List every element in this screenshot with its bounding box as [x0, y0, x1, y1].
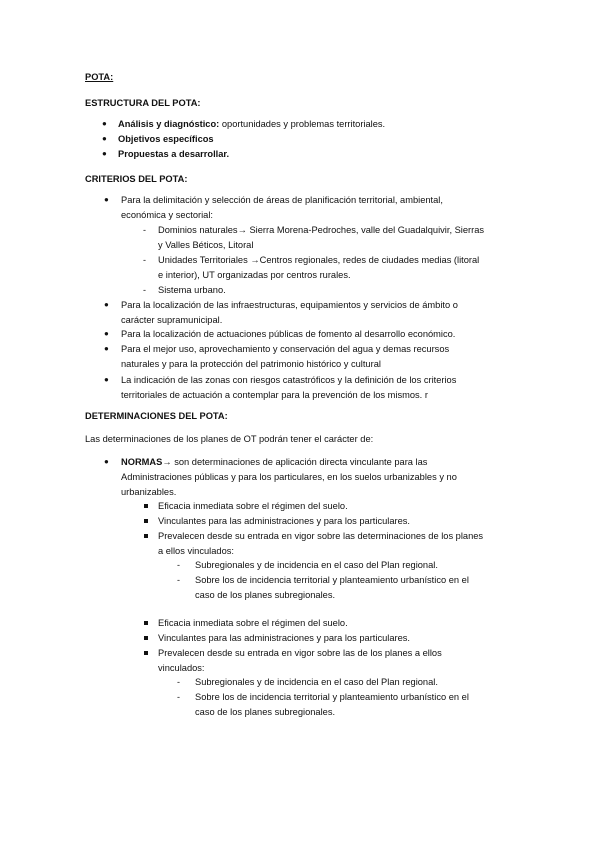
normas-subitem: Eficacia inmediata sobre el régimen del suelo.	[158, 618, 348, 628]
estructura-item: Objetivos específicos	[118, 134, 214, 144]
dash-marker: -	[177, 692, 180, 702]
dash-marker: -	[177, 560, 180, 570]
estructura-heading: ESTRUCTURA DEL POTA:	[85, 98, 201, 108]
square-bullet-icon	[144, 621, 148, 625]
criterio-subline: Dominios naturales→ Sierra Morena-Pedroches, valle del Guadalquivir, Sierras	[158, 225, 485, 235]
bullet-icon: ●	[104, 375, 109, 384]
estructura-item: Análisis y diagnóstico: oportunidades y problemas territoriales.	[118, 119, 386, 129]
normas-subsubitem: Subregionales y de incidencia en el caso del Plan regional.	[195, 677, 438, 687]
criterio-subline: y Valles Béticos, Litoral	[158, 240, 254, 250]
criterios-heading: CRITERIOS DEL POTA:	[85, 174, 188, 184]
criterio-subline: e interior), UT organizadas por centros rurales.	[158, 270, 351, 280]
criterio-line: territoriales de actuación a contemplar para la prevención de los mismos. r	[121, 390, 428, 400]
determinaciones-heading: DETERMINACIONES DEL POTA:	[85, 411, 228, 421]
normas-subsubitem: Subregionales y de incidencia en el caso del Plan regional.	[195, 560, 438, 570]
criterio-line: Para la delimitación y selección de áreas de planificación territorial, ambiental,	[121, 195, 443, 205]
criterio-line: Para la localización de las infraestructuras, equipamientos y servicios de ámbito o	[121, 300, 458, 310]
bullet-icon: ●	[104, 329, 109, 338]
determinaciones-intro: Las determinaciones de los planes de OT podrán tener el carácter de:	[85, 434, 374, 444]
normas-subitem: Prevalecen desde su entrada en vigor sobre las de los planes a ellos	[158, 648, 442, 658]
bullet-icon: ●	[104, 457, 109, 466]
normas-subitem: Eficacia inmediata sobre el régimen del suelo.	[158, 501, 348, 511]
dash-marker: -	[177, 575, 180, 585]
normas-subsubitem: Sobre los de incidencia territorial y planteamiento urbanístico en el	[195, 575, 469, 585]
criterio-subline: Unidades Territoriales →Centros regionales, redes de ciudades medias (litoral	[158, 255, 480, 265]
normas-subitem: Vinculantes para las administraciones y para los particulares.	[158, 516, 411, 526]
bullet-icon: ●	[104, 344, 109, 353]
bullet-icon: ●	[102, 119, 107, 128]
criterio-subline: Sistema urbano.	[158, 285, 226, 295]
dash-marker: -	[143, 255, 146, 265]
criterio-line: económica y sectorial:	[121, 210, 213, 220]
dash-marker: -	[177, 677, 180, 687]
square-bullet-icon	[144, 504, 148, 508]
bullet-icon: ●	[102, 134, 107, 143]
bullet-icon: ●	[104, 300, 109, 309]
doc-title: POTA:	[85, 72, 114, 82]
square-bullet-icon	[144, 651, 148, 655]
square-bullet-icon	[144, 534, 148, 538]
normas-subsubitem: caso de los planes subregionales.	[195, 707, 336, 717]
bullet-icon: ●	[104, 195, 109, 204]
normas-subitem: a ellos vinculados:	[158, 546, 234, 556]
square-bullet-icon	[144, 519, 148, 523]
square-bullet-icon	[144, 636, 148, 640]
normas-line: NORMAS→ son determinaciones de aplicación directa vinculante para las	[121, 457, 428, 467]
criterio-line: naturales y para la protección del patrimonio histórico y cultural	[121, 359, 381, 369]
normas-line: Administraciones públicas y para los particulares, en los suelos urbanizables y no	[121, 472, 457, 482]
criterio-line: Para el mejor uso, aprovechamiento y conservación del agua y demas recursos	[121, 344, 450, 354]
normas-subitem: Prevalecen desde su entrada en vigor sobre las determinaciones de los planes	[158, 531, 484, 541]
dash-marker: -	[143, 225, 146, 235]
normas-subitem: Vinculantes para las administraciones y para los particulares.	[158, 633, 411, 643]
normas-subitem: vinculados:	[158, 663, 205, 673]
bullet-icon: ●	[102, 149, 107, 158]
normas-subsubitem: Sobre los de incidencia territorial y planteamiento urbanístico en el	[195, 692, 469, 702]
criterio-line: Para la localización de actuaciones públicas de fomento al desarrollo económico.	[121, 329, 456, 339]
normas-line: urbanizables.	[121, 487, 177, 497]
normas-subsubitem: caso de los planes subregionales.	[195, 590, 336, 600]
criterio-line: carácter supramunicipal.	[121, 315, 223, 325]
criterio-line: La indicación de las zonas con riesgos catastróficos y la definición de los criterios	[121, 375, 457, 385]
estructura-item: Propuestas a desarrollar.	[118, 149, 230, 159]
dash-marker: -	[143, 285, 146, 295]
